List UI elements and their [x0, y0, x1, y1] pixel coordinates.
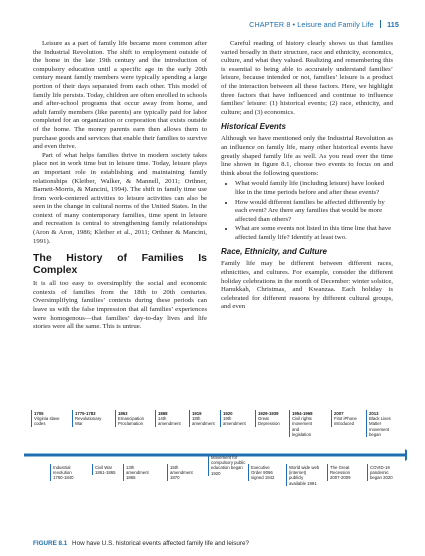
paragraph: Although we have mentioned only the Industrial Revolution as an influence on family life, many other historical events have greatly shaped family life as well. As you read over the time line shown in figure 8.1, choose two events to focus on and think about the following questions:: [221, 135, 393, 177]
timeline-event: World wide web (internet) publicly available 1991: [286, 464, 321, 486]
list-item: • What would family life (including leisure) have looked like in the time periods before and after these events?: [235, 180, 393, 197]
paragraph: Part of what helps families thrive in modern society takes place not in work time but in leisure time. Today, leisure plays an important role in establishing and maintaining family relationships (Kleiber, Walker, & Mannell, 2011; Orthner, Barnett-Morris, & Mancini, 1994). The shift in family time use from work-centered activities to leisure activities can also be seen in the change in cultural norms of the United States. In the context of many contemporary families, time spent in leisure and recreation is central to strengthening family relationships (Aron & Aron, 1986; Kleiber et al., 2011; Orthner & Mancini, 1991).: [33, 151, 207, 245]
paragraph: Leisure as a part of family life became more common after the Industrial Revolution. The shift to employment outside of the home in the late 19th century and the introduction of compulsory education until a specific age in the early 20th century meant family members were typically spending a large portion of their days separated from each other. This model of family life persists. Today, children are often enrolled in schools and after-school programs that occur away from home, and adult family members (like parents) are typically paid for labor completed for an organization or corporation that exists outside of the home. The money parents earn then allows them to purchase goods and services that enable their families to survive and even thrive.: [33, 40, 207, 151]
timeline-event: 1863 Emancipation Proclamation: [115, 410, 150, 427]
timeline-event: 1775-1783 Revolutionary War: [72, 410, 105, 427]
timeline-event: Industrial revolution 1760-1840: [50, 464, 80, 481]
list-item: • How would different families be affected differently by each event? Are there any families that would be more affected than others?: [235, 199, 393, 225]
running-header: [249, 20, 399, 29]
right-column: [221, 40, 393, 312]
list-item: • What are some events not listed in this time line that have affected family life? Identify at least two.: [235, 225, 393, 242]
figure-label: FIGURE 8.1: [33, 540, 68, 547]
timeline-event: Civil War 1861-1865: [92, 464, 117, 475]
timeline-event: Movement for compulsory public education began 1920: [208, 454, 247, 476]
timeline-event: Executive Order 9066 signed 1942: [248, 464, 278, 481]
timeline-event: 2007 First iPhone introduced: [331, 410, 360, 427]
chapter-title: Leisure and Family Life: [297, 20, 374, 29]
paragraph: Careful reading of history clearly shows us that families varied broadly in their structure, race and ethnicity, economics, culture, and what they valued. Realizing and remembering this is essential to being able to accurately understand families’ leisure, because intended or not, families’ leisure is a product of the interaction between all these factors. Here, we highlight three factors that have influenced and continue to influence families’ leisure: (1) historical events; (2) race, ethnicity, and culture; and (3) economics.: [221, 40, 393, 116]
timeline-arrow: [405, 449, 407, 461]
paragraph: It is all too easy to oversimplify the social and economic contexts of families from the 18th to 20th centuries. Oversimplifying families’ contexts during these periods can leave us with the false impression that all families’ experiences were homogenous—that families’ day-to-day lives and life stories were all the same. This is untrue.: [33, 280, 207, 331]
paragraph: Family life may be different between different races, ethnicities, and cultures. For example, consider the different holiday celebrations in the month of December: winter solstice, Hanukkah, Christmas, and Kwanzaa. Each holiday is celebrated for different reasons by different cultural groups, and even: [221, 260, 393, 311]
page-number: 115: [387, 20, 399, 29]
left-column: [33, 40, 207, 332]
caption-text: How have U.S. historical events affected family life and leisure?: [72, 540, 250, 547]
timeline-event: 15th amendment 1870: [167, 464, 195, 481]
timeline-event: The Great Recession 2007-2009: [327, 464, 358, 481]
timeline-event: 1954-1968 Civil rights movement and legislation: [289, 410, 319, 437]
section-heading: The History of Families Is Complex: [33, 252, 207, 277]
timeline-event: 2013 Black Lives Matter movement began: [366, 410, 395, 437]
chapter-label: CHAPTER 8: [249, 20, 291, 29]
timeline-event: 1705 Virginia slave codes: [31, 410, 60, 427]
timeline-event: 1919 18th amendment: [189, 410, 214, 427]
subsection-heading: Race, Ethnicity, and Culture: [221, 247, 327, 257]
timeline-event: COVID-19 pandemic began 2020: [367, 464, 398, 481]
header-bullet: •: [292, 20, 296, 29]
header-divider: [380, 20, 381, 28]
figure-caption: [33, 540, 249, 547]
timeline-event: 1929-1939 Great Depression: [255, 410, 283, 427]
timeline-event: 1868 14th amendment: [155, 410, 180, 427]
subsection-heading: Historical Events: [221, 122, 286, 132]
timeline-event: 13th amendment 1865: [123, 464, 151, 481]
question-list: [221, 180, 393, 242]
timeline-figure: [22, 396, 407, 556]
timeline-event: 1920 19th amendment: [220, 410, 245, 427]
